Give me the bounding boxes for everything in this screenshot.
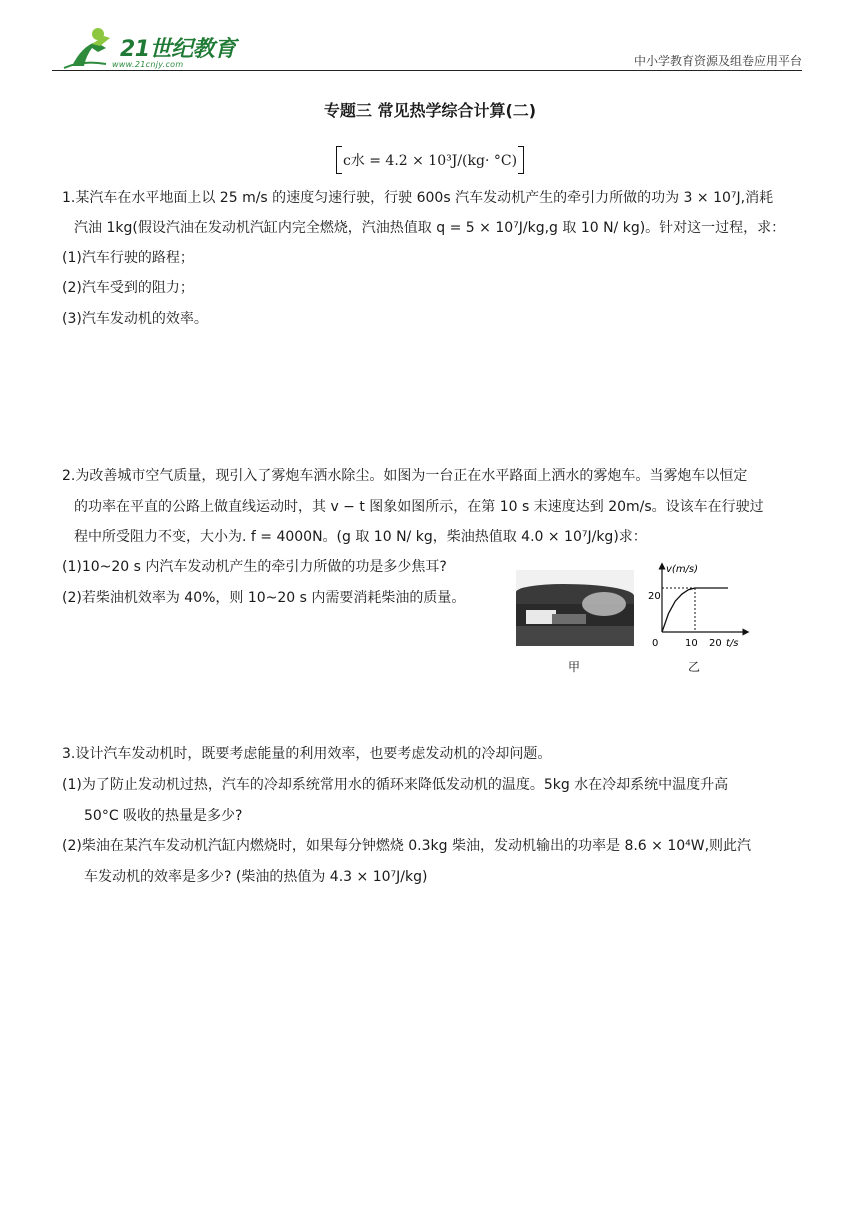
q2-sub: (2)若柴油机效率为 40%，则 10~20 s 内需要消耗柴油的质量。 [62, 590, 466, 606]
q3-sub: 50°C 吸收的热量是多少? [84, 808, 243, 824]
q2-sub: (1)10~20 s 内汽车发动机产生的牵引力所做的功是多少焦耳? [62, 559, 447, 575]
q1-sub: (1)汽车行驶的路程； [62, 250, 194, 266]
vt-graph [650, 562, 750, 658]
q1-sub: (2)汽车受到的阻力； [62, 280, 194, 296]
q2-line: 2.为改善城市空气质量，现引入了雾炮车洒水除尘。如图为一台正在水平路面上洒水的雾炮车。当雾炮车以恒定 [62, 468, 748, 484]
logo-url: www.21cnjy.com [112, 60, 184, 69]
q3-sub: (1)为了防止发动机过热，汽车的冷却系统常用水的循环来降低发动机的温度。5kg 水在冷却系统中温度升高 [62, 777, 729, 793]
page-title: 专题三 常见热学综合计算(二) [323, 101, 537, 120]
q1-sub: (3)汽车发动机的效率。 [62, 311, 208, 327]
spray-truck-photo [516, 570, 634, 646]
q2-line: 程中所受阻力不变，大小为. f = 4000N。(g 取 10 N/ kg，柴油热值取 4.0 × 10⁷J/kg)求： [74, 529, 647, 545]
x-tick-label: 10 [685, 638, 698, 649]
x-axis-label: t/s [726, 638, 739, 649]
q3-sub: (2)柴油在某汽车发动机汽缸内燃烧时，如果每分钟燃烧 0.3kg 柴油，发动机输出的功率是 8.6 × 10⁴W,则此汽 [62, 838, 752, 854]
x-tick-label: 0 [652, 638, 659, 649]
platform-name: 中小学教育资源及组卷应用平台 [633, 54, 802, 68]
page-header [52, 24, 802, 71]
q3-line: 3.设计汽车发动机时，既要考虑能量的利用效率，也要考虑发动机的冷却问题。 [62, 746, 552, 762]
q3-sub: 车发动机的效率是多少? (柴油的热值为 4.3 × 10⁷J/kg) [84, 869, 428, 885]
photo-caption: 甲 [568, 660, 581, 674]
constant-bracket [0, 146, 860, 174]
y-axis-label: v(m/s) [666, 564, 699, 575]
runner-logo-icon [62, 26, 118, 70]
x-tick-label: 20 [709, 638, 722, 649]
logo-text: 21世纪教育 [120, 37, 236, 62]
graph-caption: 乙 [688, 660, 701, 674]
q1-line: 汽油 1kg(假设汽油在发动机汽缸内完全燃烧，汽油热值取 q = 5 × 10⁷J/kg,g 取 10 N/ kg)。针对这一过程，求： [74, 220, 786, 236]
y-tick-label: 20 [648, 591, 661, 602]
figure [510, 562, 750, 678]
q1-line: 1.某汽车在水平地面上以 25 m/s 的速度匀速行驶，行驶 600s 汽车发动机产生的牵引力所做的功为 3 × 10⁷J,消耗 [62, 190, 774, 206]
constant-value: c水 = 4.2 × 10³J/(kg· °C) [336, 146, 524, 174]
q2-line: 的功率在平直的公路上做直线运动时，其 v − t 图象如图所示，在第 10 s 末速度达到 20m/s。设该车在行驶过 [74, 499, 764, 515]
logo [62, 26, 236, 70]
